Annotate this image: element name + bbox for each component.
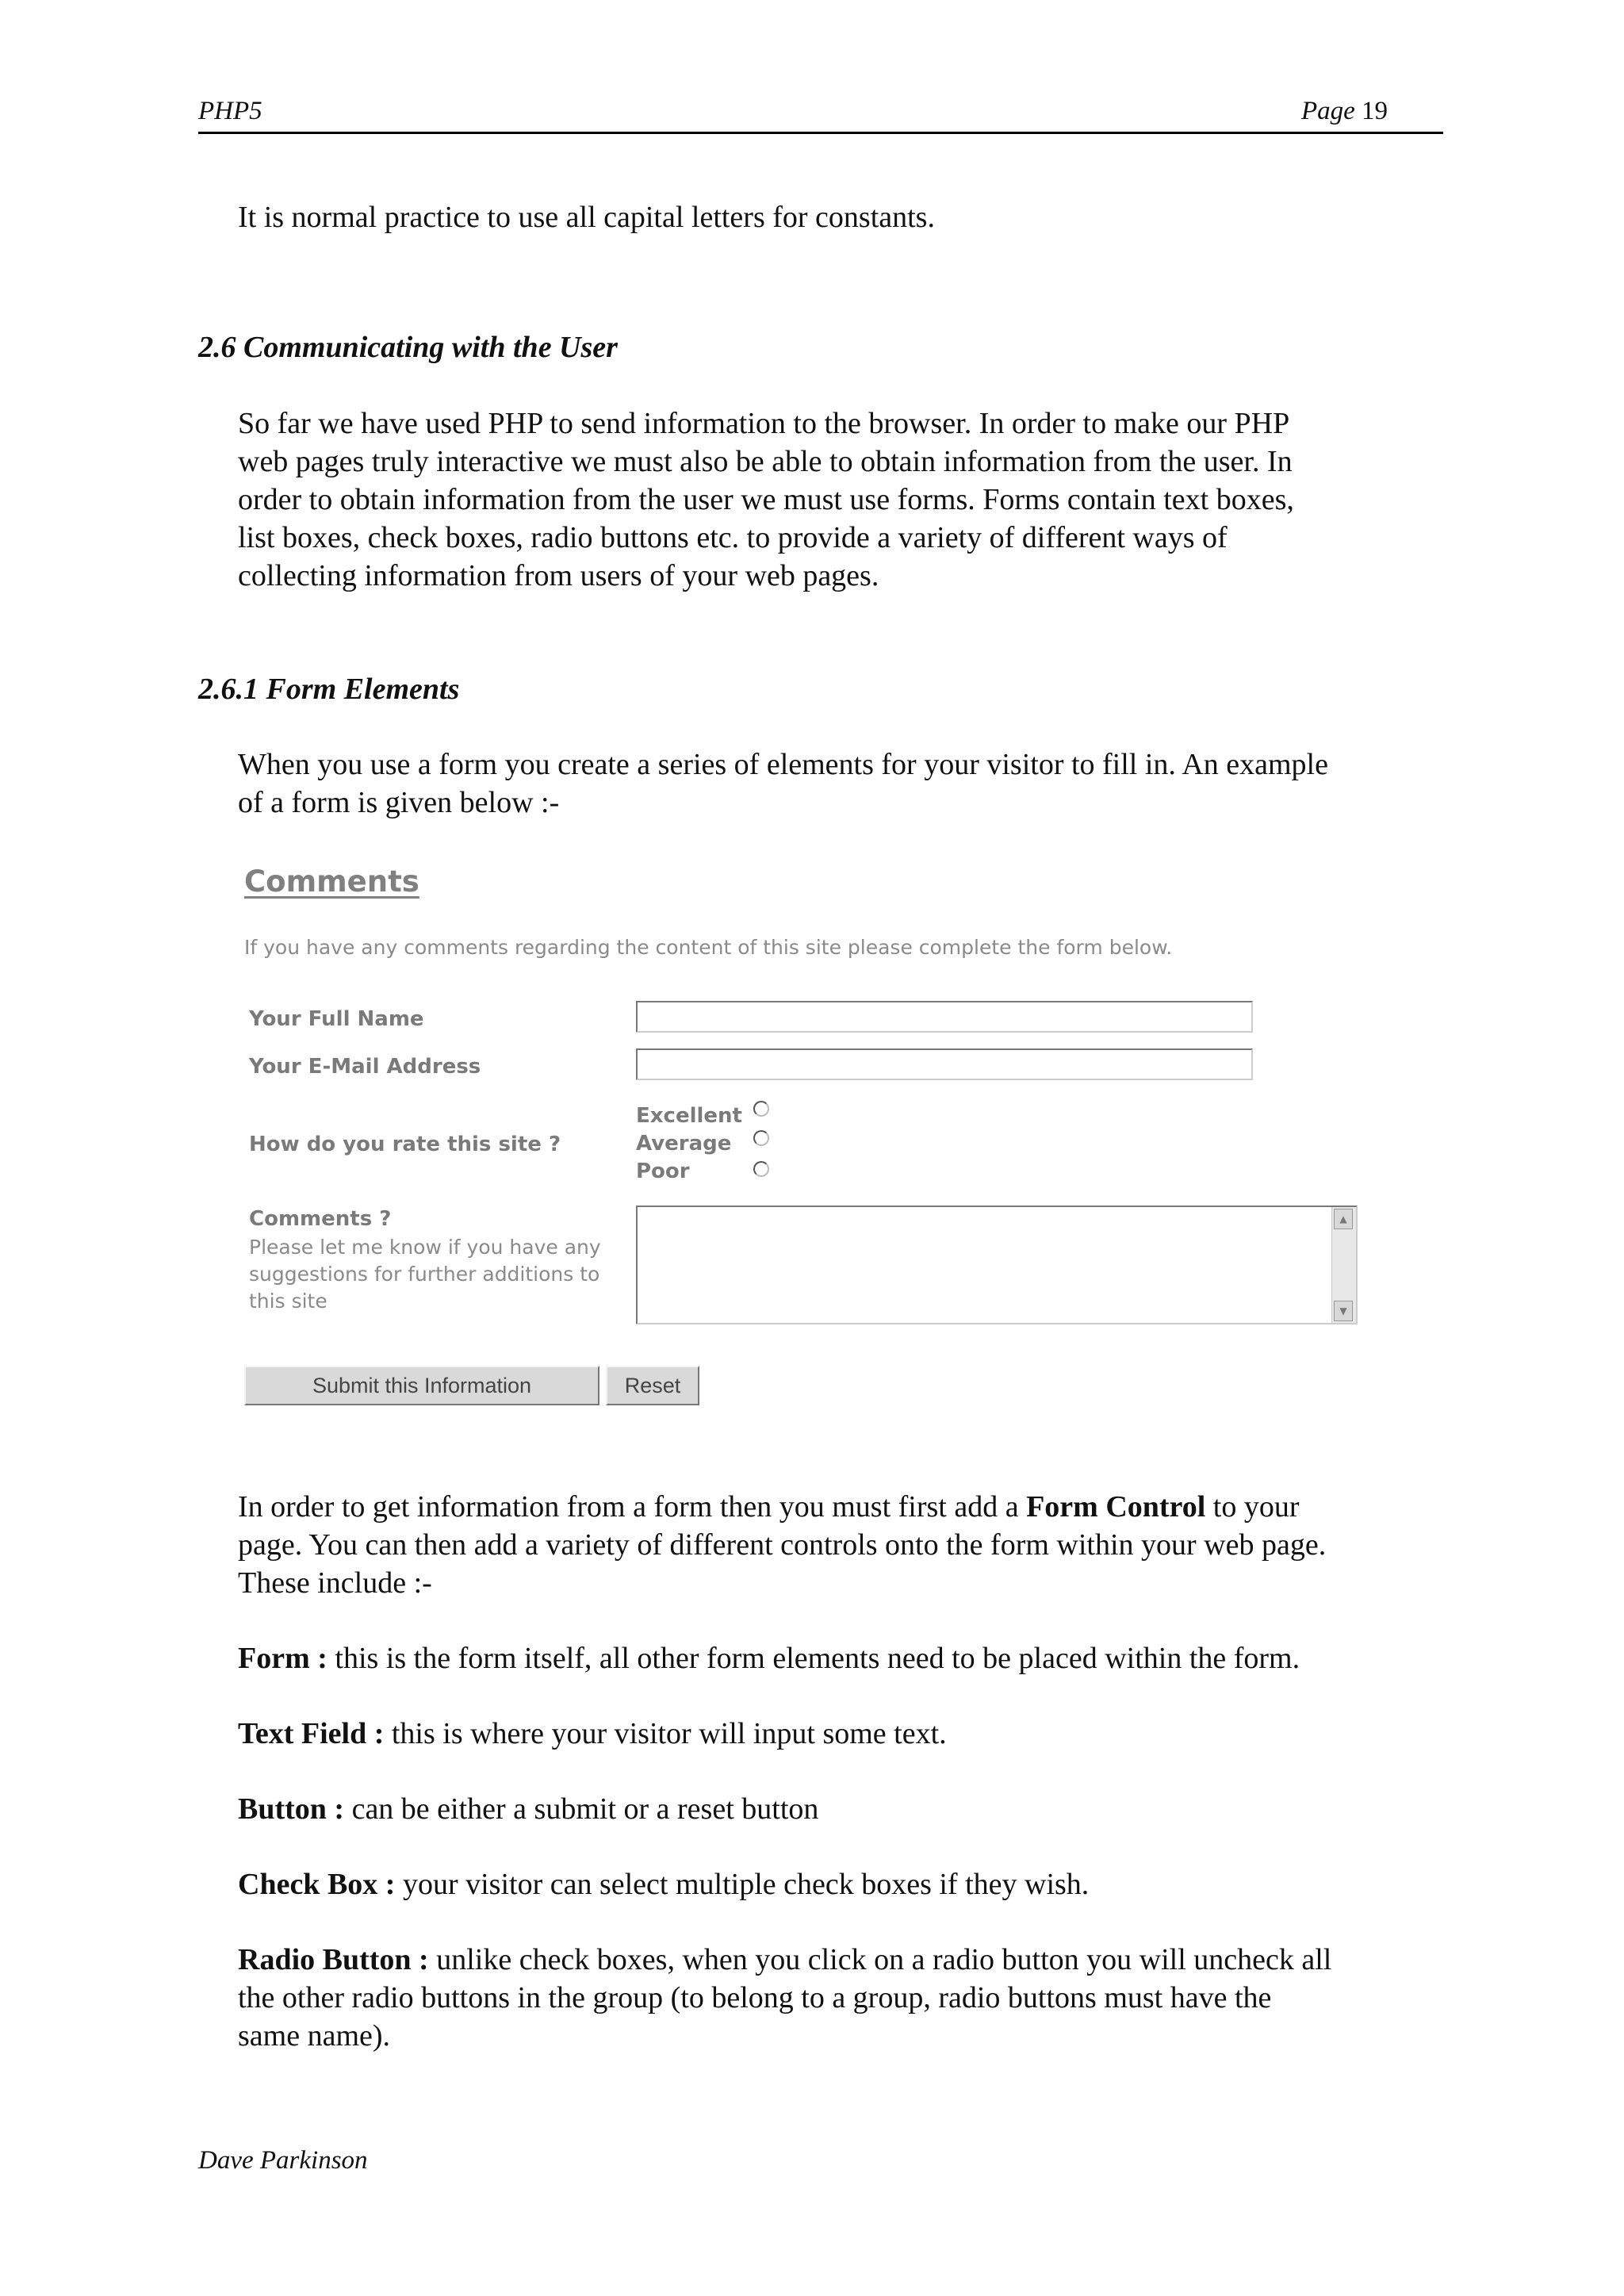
definition-check-box bbox=[238, 1865, 1459, 1903]
rate-label: How do you rate this site ? bbox=[249, 1133, 561, 1156]
text-span: to your bbox=[1205, 1490, 1300, 1524]
definition-term: Check Box : bbox=[238, 1868, 396, 1901]
radio-label: Poor bbox=[636, 1159, 690, 1183]
paragraph-line: web pages truly interactive we must also be able to obtain information from the user. In bbox=[238, 445, 1293, 478]
definition-term: Button : bbox=[238, 1792, 345, 1826]
definition-text: this is the form itself, all other form elements need to be placed within the form. bbox=[327, 1642, 1300, 1675]
radio-label: Average bbox=[636, 1132, 732, 1156]
radio-option-average[interactable] bbox=[636, 1132, 795, 1159]
paragraph-line: the other radio buttons in the group (to belong to a group, radio buttons must have the bbox=[238, 1981, 1272, 2014]
definition-term: Text Field : bbox=[238, 1717, 385, 1750]
textarea-scrollbar[interactable] bbox=[1331, 1207, 1356, 1323]
radio-button[interactable] bbox=[753, 1161, 769, 1177]
definition-text: can be either a submit or a reset button bbox=[344, 1792, 819, 1826]
paragraph-line: collecting information from users of your web pages. bbox=[238, 559, 879, 592]
section-2-6-paragraph bbox=[238, 404, 1459, 595]
definition-text-field bbox=[238, 1715, 1459, 1753]
email-input[interactable] bbox=[636, 1048, 1253, 1080]
section-heading-2-6: 2.6 Communicating with the User bbox=[198, 331, 618, 364]
definition-term: Radio Button : bbox=[238, 1943, 429, 1976]
paragraph-line bbox=[238, 1488, 1459, 1526]
submit-button[interactable]: Submit this Information bbox=[244, 1366, 599, 1405]
paragraph-line bbox=[238, 1941, 1459, 1979]
paragraph-line: of a form is given below :- bbox=[238, 786, 560, 819]
scroll-up-arrow-icon[interactable]: ▲ bbox=[1334, 1209, 1353, 1229]
form-title: Comments bbox=[244, 864, 419, 899]
radio-button[interactable] bbox=[753, 1101, 769, 1117]
paragraph-line: These include :- bbox=[238, 1566, 432, 1600]
definition-text: unlike check boxes, when you click on a radio button you will uncheck all bbox=[428, 1943, 1332, 1976]
paragraph-line: order to obtain information from the user we must use forms. Forms contain text boxes, bbox=[238, 483, 1294, 516]
page-header bbox=[198, 94, 1443, 134]
paragraph-line: When you use a form you create a series of elements for your visitor to fill in. An example bbox=[238, 748, 1328, 781]
help-line: this site bbox=[249, 1290, 327, 1313]
page-word: Page bbox=[1300, 97, 1355, 125]
email-label: Your E-Mail Address bbox=[249, 1055, 481, 1079]
definition-button bbox=[238, 1790, 1459, 1828]
definition-radio-button bbox=[238, 1941, 1459, 2055]
bold-term: Form Control bbox=[1026, 1490, 1206, 1524]
definition-form bbox=[238, 1639, 1459, 1677]
paragraph-line: same name). bbox=[238, 2019, 391, 2053]
definition-text: your visitor can select multiple check boxes if they wish. bbox=[395, 1868, 1090, 1901]
text-span: In order to get information from a form then you must first add a bbox=[238, 1490, 1027, 1524]
paragraph-line: list boxes, check boxes, radio buttons etc. to provide a variety of different ways of bbox=[238, 521, 1228, 554]
help-line: Please let me know if you have any bbox=[249, 1236, 601, 1259]
help-line: suggestions for further additions to bbox=[249, 1263, 600, 1286]
definition-text: this is where your visitor will input some text. bbox=[384, 1717, 947, 1750]
radio-label: Excellent bbox=[636, 1104, 742, 1128]
full-name-label: Your Full Name bbox=[249, 1007, 424, 1031]
scroll-down-arrow-icon[interactable]: ▼ bbox=[1334, 1301, 1353, 1321]
page-number: 19 bbox=[1362, 97, 1388, 125]
intro-paragraph: It is normal practice to use all capital letters for constants. bbox=[238, 201, 935, 234]
paragraph-line: So far we have used PHP to send information to the browser. In order to make our PHP bbox=[238, 407, 1290, 440]
paragraph-line: page. You can then add a variety of different controls onto the form within your web page. bbox=[238, 1528, 1327, 1562]
comments-label: Comments ? bbox=[249, 1207, 392, 1231]
full-name-input[interactable] bbox=[636, 1001, 1253, 1033]
radio-button[interactable] bbox=[753, 1130, 769, 1146]
radio-option-poor[interactable] bbox=[636, 1159, 795, 1186]
reset-button[interactable]: Reset bbox=[606, 1366, 699, 1405]
definition-term: Form : bbox=[238, 1642, 327, 1675]
header-title: PHP5 bbox=[198, 97, 262, 125]
section-2-6-1-paragraph bbox=[238, 746, 1459, 822]
page-number-label bbox=[1301, 97, 1388, 126]
page-footer-author: Dave Parkinson bbox=[198, 2146, 368, 2175]
radio-option-excellent[interactable] bbox=[636, 1104, 795, 1131]
form-control-paragraph bbox=[238, 1488, 1459, 1602]
form-intro-text: If you have any comments regarding the content of this site please complete the form below. bbox=[244, 936, 1173, 959]
comments-help-text bbox=[249, 1234, 630, 1315]
section-heading-2-6-1: 2.6.1 Form Elements bbox=[198, 673, 460, 706]
example-form bbox=[238, 857, 1396, 1428]
comments-textarea[interactable] bbox=[636, 1205, 1358, 1324]
